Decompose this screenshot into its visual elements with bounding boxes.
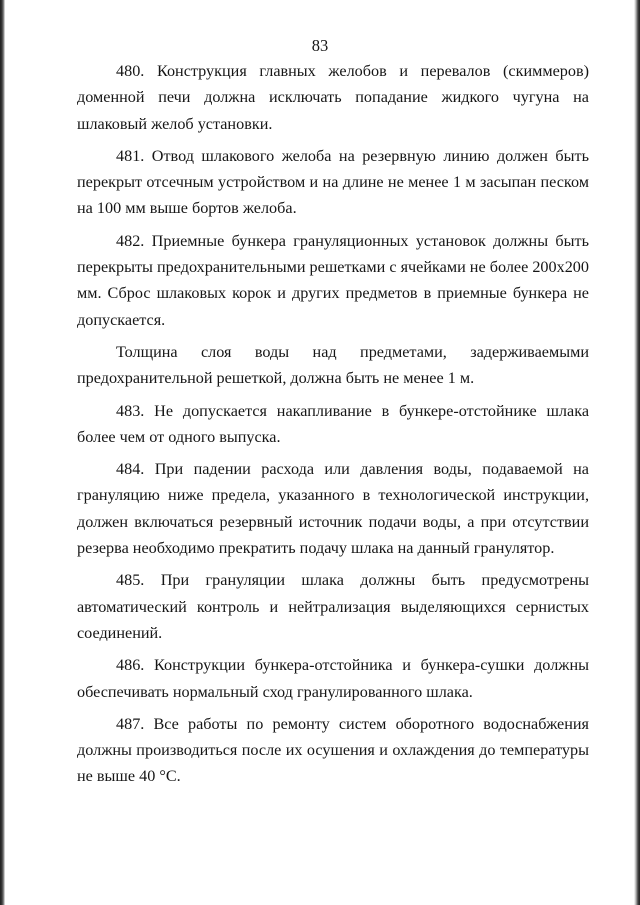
paragraph-480: 480. Конструкция главных желобов и перевалов (скиммеров) доменной печи должна исключать попадание жидкого чугуна на шлаковый желоб установки. <box>77 62 589 133</box>
paragraph-483: 483. Не допускается накапливание в бункере-отстойнике шлака более чем от одного выпуска. <box>77 401 589 446</box>
paragraph-485: 485. При грануляции шлака должны быть предусмотрены автоматический контроль и нейтрализация выделяющихся сернистых соединений. <box>77 571 589 642</box>
paragraph-487: 487. Все работы по ремонту систем оборотного водоснабжения должны производиться после их осушения и охлаждения до температуры не выше 40 °С. <box>77 714 589 786</box>
document-body <box>77 58 589 796</box>
scan-edge-right <box>634 0 640 905</box>
scan-edge-left <box>0 0 5 905</box>
paragraph-482: 482. Приемные бункера грануляционных установок должны быть перекрыты предохранительными решетками с ячейками не более 200x200 мм. Сброс шлаковых корок и других предметов в приемные бункера не допускается. <box>77 231 589 329</box>
paragraph-484: 484. При падении расхода или давления воды, подаваемой на грануляцию ниже предела, указанного в технологической инструкции, должен включаться резервный источник подачи воды, а при отсутствии резерва необходимо прекратить подачу шлака на данный гранулятор. <box>77 460 589 558</box>
paragraph-482-continuation: Толщина слоя воды над предметами, задерживаемыми предохранительной решеткой, должна быть не менее 1 м. <box>77 342 589 388</box>
page-number: 83 <box>311 36 329 55</box>
paragraph-486: 486. Конструкции бункера-отстойника и бункера-сушки должны обеспечивать нормальный сход гранулированного шлака. <box>77 656 589 701</box>
paragraph-481: 481. Отвод шлакового желоба на резервную линию должен быть перекрыт отсечным устройством и на длине не менее 1 м засыпан песком на 100 мм выше бортов желоба. <box>77 146 589 218</box>
